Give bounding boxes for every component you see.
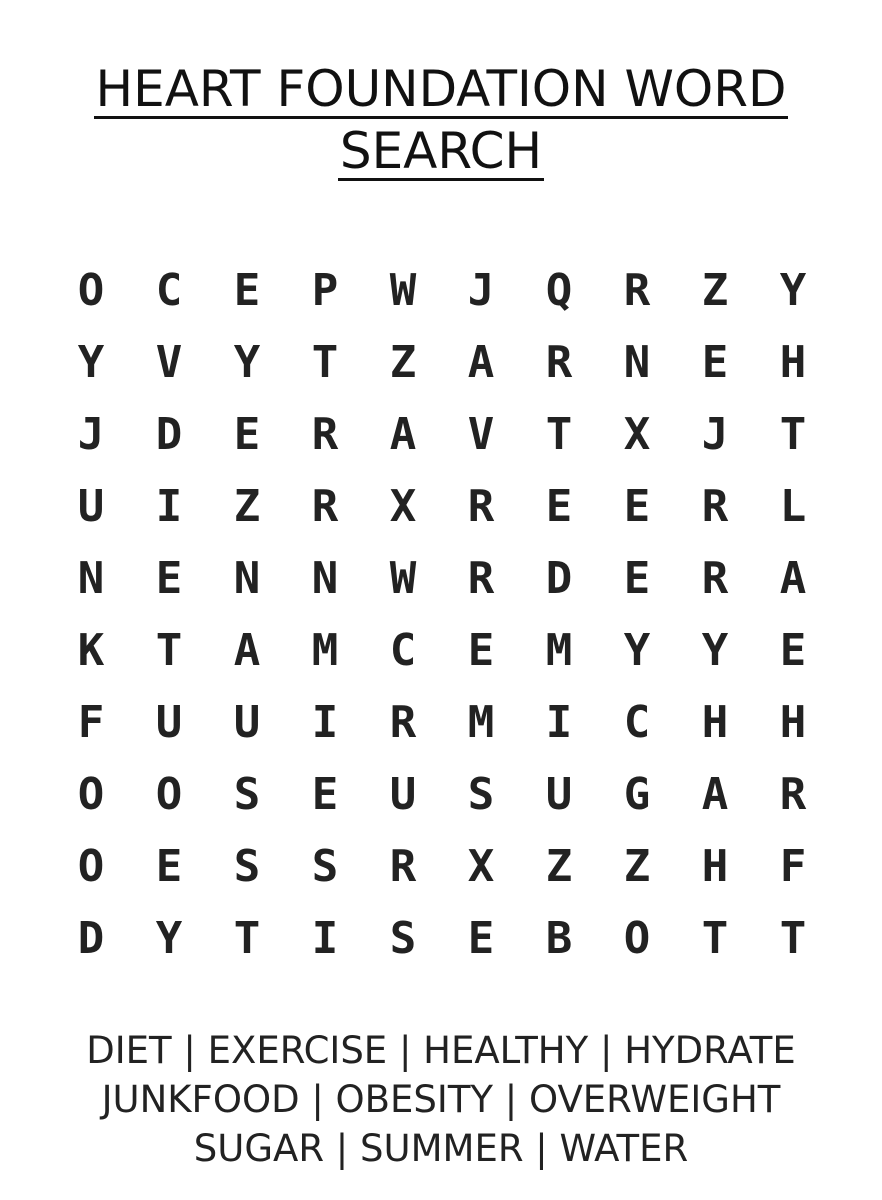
grid-letter-cell[interactable]: R — [467, 480, 495, 532]
grid-letter-cell[interactable]: F — [779, 840, 807, 892]
grid-letter-cell[interactable]: E — [467, 624, 495, 676]
grid-letter-cell[interactable]: O — [623, 912, 651, 964]
grid-letter-cell[interactable]: E — [779, 624, 807, 676]
grid-letter-cell[interactable]: R — [389, 696, 417, 748]
grid-letter-cell[interactable]: R — [701, 552, 729, 604]
grid-letter-cell[interactable]: A — [467, 336, 495, 388]
grid-letter-cell[interactable]: M — [467, 696, 495, 748]
grid-letter-cell[interactable]: B — [545, 912, 573, 964]
grid-letter-cell[interactable]: X — [389, 480, 417, 532]
grid-letter-cell[interactable]: Z — [701, 264, 729, 316]
grid-letter-cell[interactable]: E — [623, 480, 651, 532]
grid-letter-cell[interactable]: L — [779, 480, 807, 532]
grid-letter-cell[interactable]: J — [77, 408, 105, 460]
grid-letter-cell[interactable]: O — [155, 768, 183, 820]
grid-letter-cell[interactable]: N — [233, 552, 261, 604]
title-text-1: HEART FOUNDATION WORD — [95, 60, 787, 118]
title-line-2 — [0, 120, 882, 182]
grid-letter-cell[interactable]: E — [233, 264, 261, 316]
grid-letter-cell[interactable]: H — [701, 840, 729, 892]
grid-letter-cell[interactable]: U — [545, 768, 573, 820]
grid-letter-cell[interactable]: D — [545, 552, 573, 604]
grid-letter-cell[interactable]: X — [623, 408, 651, 460]
grid-letter-cell[interactable]: C — [389, 624, 417, 676]
grid-letter-cell[interactable]: E — [311, 768, 339, 820]
grid-letter-cell[interactable]: T — [701, 912, 729, 964]
grid-letter-cell[interactable]: S — [233, 840, 261, 892]
grid-letter-cell[interactable]: P — [311, 264, 339, 316]
grid-letter-cell[interactable]: C — [623, 696, 651, 748]
letter-grid — [52, 254, 832, 974]
grid-letter-cell[interactable]: U — [233, 696, 261, 748]
grid-letter-cell[interactable]: A — [779, 552, 807, 604]
grid-letter-cell[interactable]: Y — [623, 624, 651, 676]
grid-letter-cell[interactable]: X — [467, 840, 495, 892]
grid-letter-cell[interactable]: V — [467, 408, 495, 460]
grid-letter-cell[interactable]: C — [155, 264, 183, 316]
grid-letter-cell[interactable]: N — [623, 336, 651, 388]
grid-letter-cell[interactable]: U — [77, 480, 105, 532]
grid-letter-cell[interactable]: Y — [77, 336, 105, 388]
grid-letter-cell[interactable]: T — [779, 408, 807, 460]
page-title — [0, 58, 882, 182]
grid-letter-cell[interactable]: S — [233, 768, 261, 820]
grid-letter-cell[interactable]: R — [389, 840, 417, 892]
grid-letter-cell[interactable]: S — [467, 768, 495, 820]
grid-letter-cell[interactable]: M — [311, 624, 339, 676]
grid-letter-cell[interactable]: Z — [233, 480, 261, 532]
grid-letter-cell[interactable]: W — [389, 264, 417, 316]
grid-letter-cell[interactable]: U — [155, 696, 183, 748]
grid-letter-cell[interactable]: F — [77, 696, 105, 748]
grid-letter-cell[interactable]: H — [779, 336, 807, 388]
grid-letter-cell[interactable]: Z — [545, 840, 573, 892]
grid-letter-cell[interactable]: I — [311, 912, 339, 964]
grid-letter-cell[interactable]: E — [623, 552, 651, 604]
grid-letter-cell[interactable]: R — [311, 480, 339, 532]
grid-letter-cell[interactable]: N — [77, 552, 105, 604]
grid-letter-cell[interactable]: D — [77, 912, 105, 964]
grid-letter-cell[interactable]: Q — [545, 264, 573, 316]
grid-letter-cell[interactable]: R — [701, 480, 729, 532]
word-list-line: DIET | EXERCISE | HEALTHY | HYDRATE — [86, 1029, 796, 1072]
grid-letter-cell[interactable]: E — [545, 480, 573, 532]
grid-letter-cell[interactable]: N — [311, 552, 339, 604]
grid-letter-cell[interactable]: R — [623, 264, 651, 316]
grid-letter-cell[interactable]: U — [389, 768, 417, 820]
title-line-1 — [0, 58, 882, 120]
grid-letter-cell[interactable]: R — [545, 336, 573, 388]
grid-letter-cell[interactable]: J — [701, 408, 729, 460]
grid-letter-cell[interactable]: Y — [779, 264, 807, 316]
grid-letter-cell[interactable]: I — [311, 696, 339, 748]
grid-letter-cell[interactable]: R — [467, 552, 495, 604]
word-list-line: JUNKFOOD | OBESITY | OVERWEIGHT — [101, 1078, 781, 1121]
grid-letter-cell[interactable]: S — [311, 840, 339, 892]
grid-letter-cell[interactable]: E — [155, 840, 183, 892]
grid-letter-cell[interactable]: A — [233, 624, 261, 676]
grid-letter-cell[interactable]: T — [311, 336, 339, 388]
grid-letter-cell[interactable]: E — [701, 336, 729, 388]
grid-letter-cell[interactable]: I — [155, 480, 183, 532]
grid-letter-cell[interactable]: R — [779, 768, 807, 820]
grid-letter-cell[interactable]: T — [545, 408, 573, 460]
grid-letter-cell[interactable]: T — [155, 624, 183, 676]
grid-letter-cell[interactable]: Y — [233, 336, 261, 388]
grid-letter-cell[interactable]: S — [389, 912, 417, 964]
grid-letter-cell[interactable]: J — [467, 264, 495, 316]
grid-letter-cell[interactable]: O — [77, 768, 105, 820]
grid-letter-cell[interactable]: E — [467, 912, 495, 964]
grid-letter-cell[interactable]: T — [779, 912, 807, 964]
word-list-line: SUGAR | SUMMER | WATER — [193, 1127, 689, 1170]
grid-letter-cell[interactable]: H — [779, 696, 807, 748]
grid-letter-cell[interactable]: H — [701, 696, 729, 748]
grid-letter-cell[interactable]: D — [155, 408, 183, 460]
grid-letter-cell[interactable]: O — [77, 840, 105, 892]
grid-letter-cell[interactable]: V — [155, 336, 183, 388]
grid-letter-cell[interactable]: Y — [701, 624, 729, 676]
grid-letter-cell[interactable]: A — [701, 768, 729, 820]
word-list — [0, 1026, 882, 1173]
grid-letter-cell[interactable]: O — [77, 264, 105, 316]
grid-letter-cell[interactable]: E — [155, 552, 183, 604]
grid-letter-cell[interactable]: T — [233, 912, 261, 964]
grid-letter-cell[interactable]: A — [389, 408, 417, 460]
grid-letter-cell[interactable]: G — [623, 768, 651, 820]
grid-letter-cell[interactable]: R — [311, 408, 339, 460]
grid-letter-cell[interactable]: Z — [389, 336, 417, 388]
title-text-2: SEARCH — [339, 122, 543, 180]
grid-letter-cell[interactable]: W — [389, 552, 417, 604]
grid-letter-cell[interactable]: Y — [155, 912, 183, 964]
grid-letter-cell[interactable]: I — [545, 696, 573, 748]
grid-letter-cell[interactable]: E — [233, 408, 261, 460]
grid-letter-cell[interactable]: M — [545, 624, 573, 676]
grid-letter-cell[interactable]: Z — [623, 840, 651, 892]
grid-letter-cell[interactable]: K — [77, 624, 105, 676]
